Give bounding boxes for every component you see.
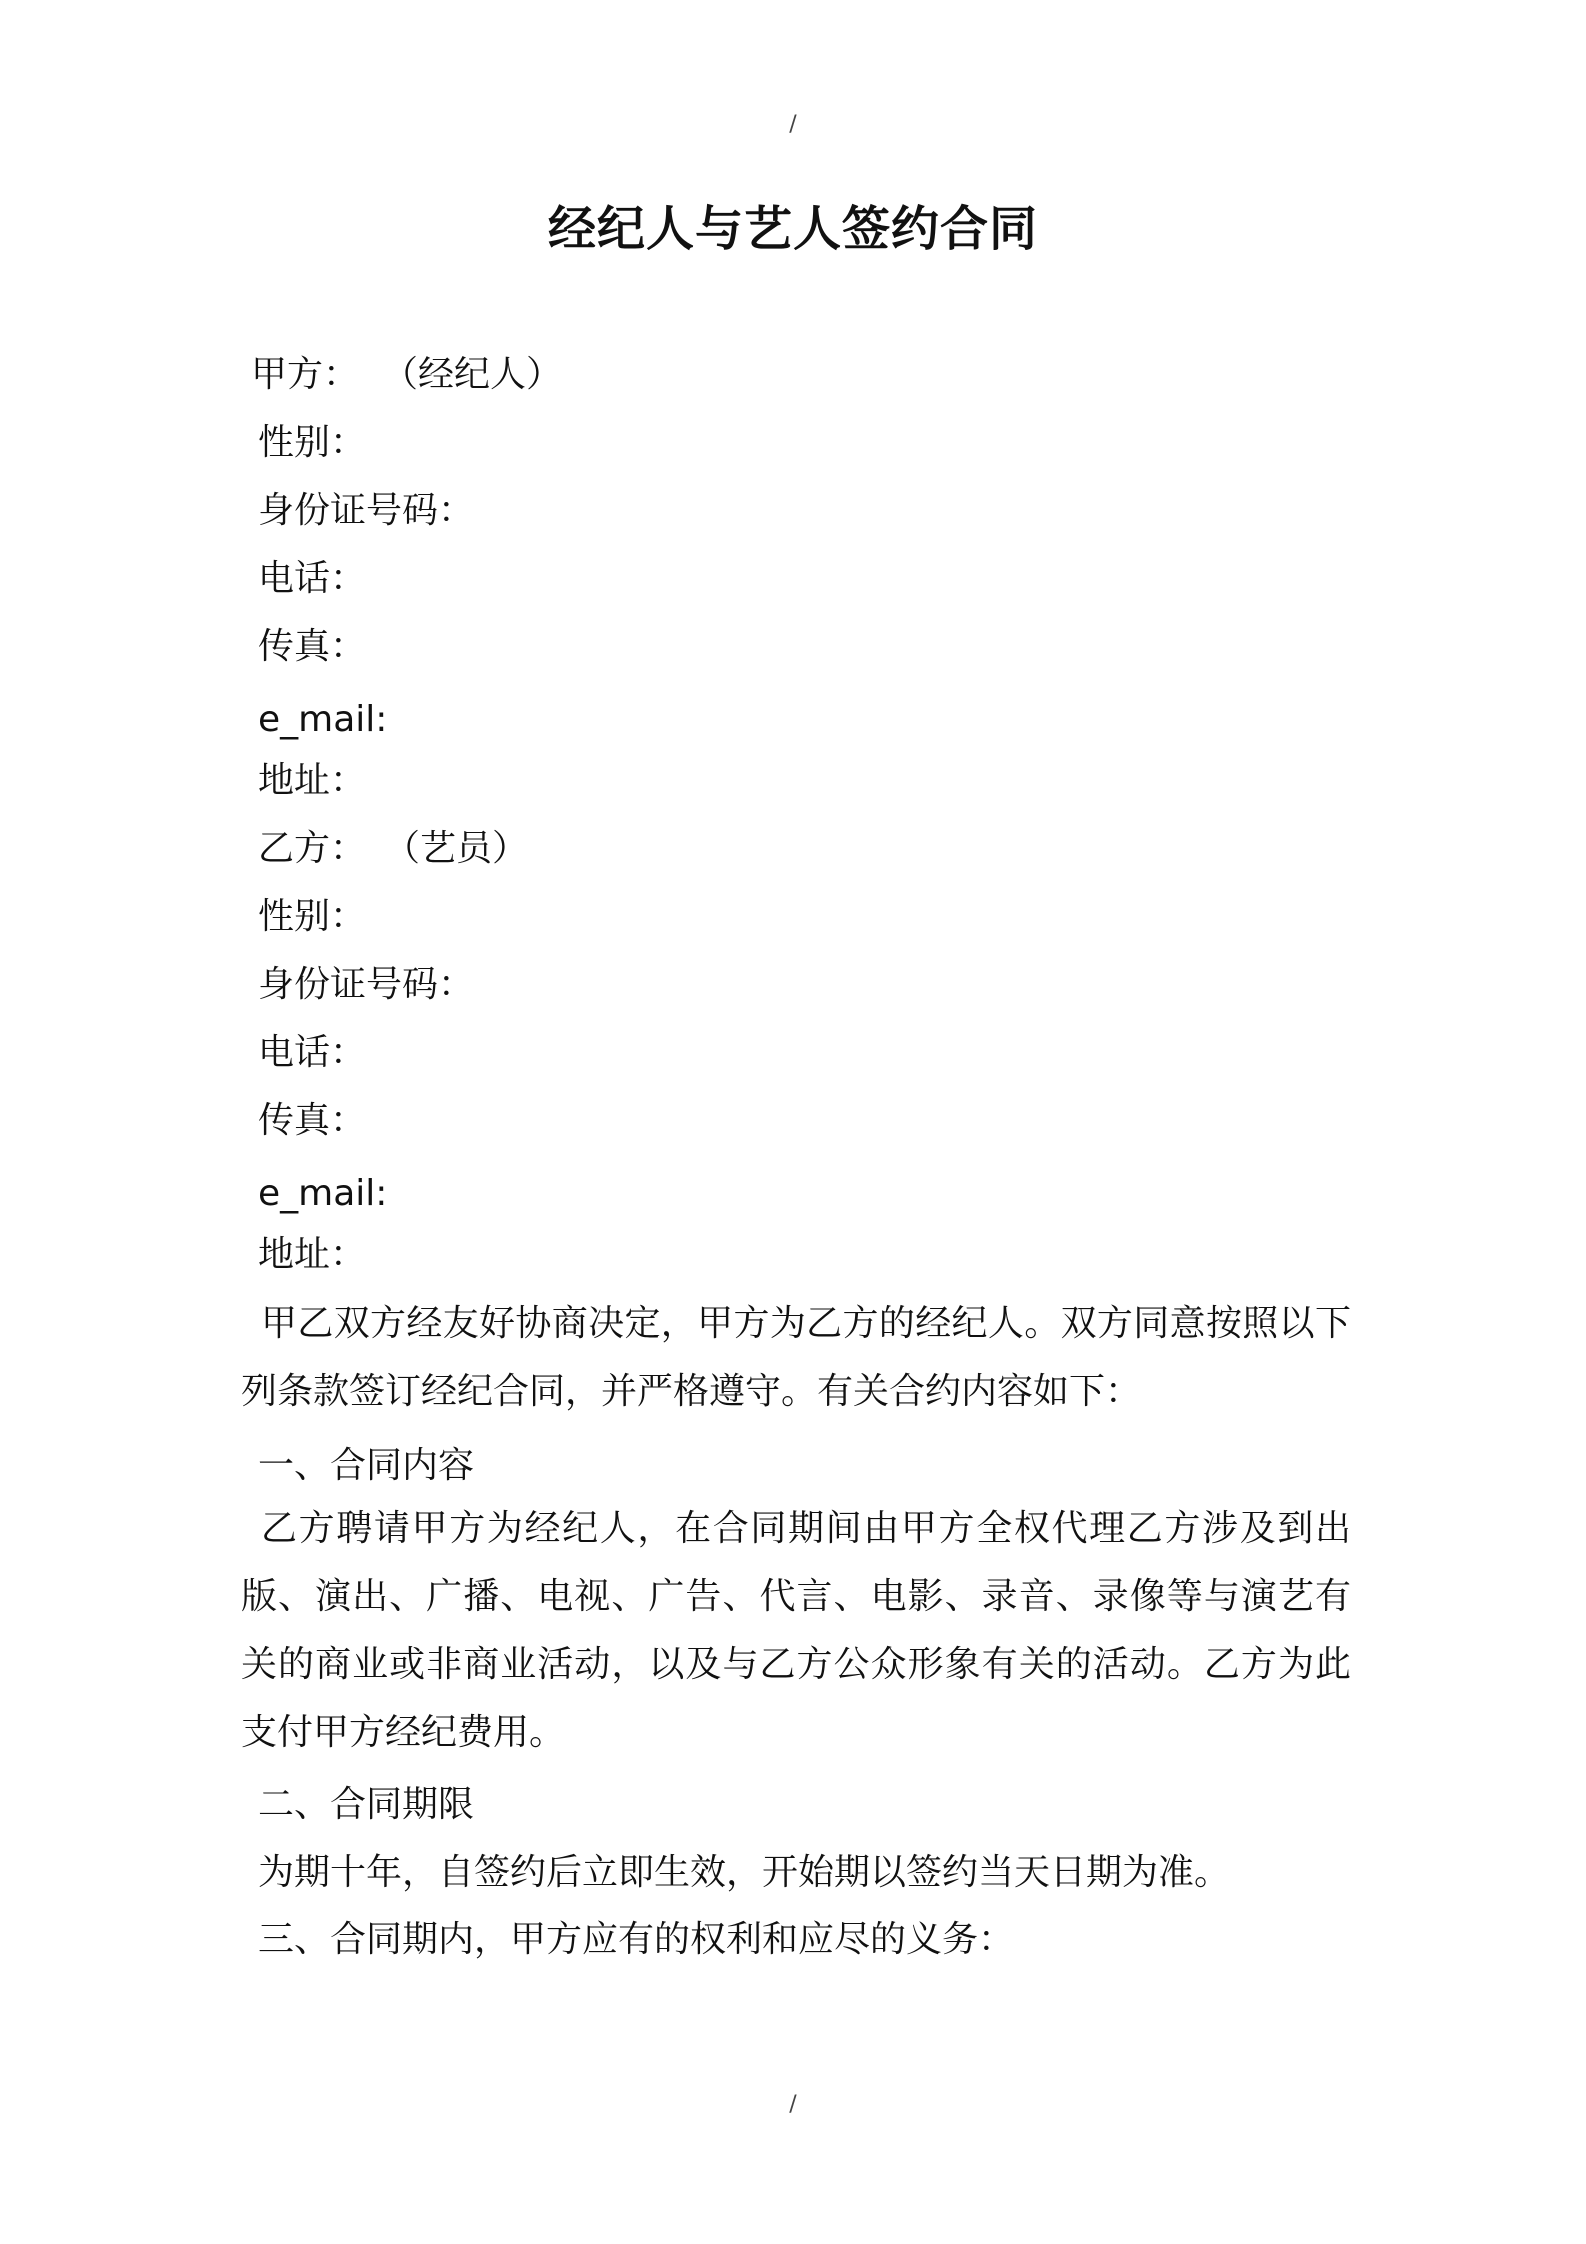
document-title: 经纪人与艺人签约合同 — [547, 201, 1038, 257]
party-a-phone-label: 电话： — [258, 558, 367, 599]
party-a-address-label: 地址： — [258, 760, 367, 801]
party-b-address-label: 地址： — [258, 1234, 367, 1275]
section-body: 乙方聘请甲方为经纪人，在合同期间由甲方全权代理乙方涉及到出版、演出、广播、电视、广告、代言、电影、录音、录像等与演艺有关的商业或非商业活动，以及与乙方公众形象有关的活动。乙方为此支付甲方经纪费用。 — [241, 1508, 1351, 1753]
page-mark-bottom: / — [789, 2092, 797, 2117]
party-a-email-label: e_mail: — [258, 699, 388, 740]
party-b-phone-label: 电话： — [258, 1032, 367, 1073]
party-a-id-number-label: 身份证号码： — [258, 490, 475, 531]
party-a-role: （经纪人） — [382, 354, 563, 395]
section-body: 为期十年，自签约后立即生效，开始期以签约当天日期为准。 — [258, 1852, 1231, 1893]
party-a-label: 甲方： — [251, 354, 360, 395]
section-heading: 二、合同期限 — [258, 1784, 475, 1825]
party-b-gender-label: 性别： — [258, 896, 367, 937]
section-heading: 三、合同期内，甲方应有的权利和应尽的义务： — [258, 1919, 1015, 1960]
party-a-fax-label: 传真： — [258, 626, 367, 667]
party-b-id-number-label: 身份证号码： — [258, 964, 475, 1005]
party-b-fax-label: 传真： — [258, 1100, 367, 1141]
party-b-label: 乙方： — [258, 828, 367, 869]
party-b-email-label: e_mail: — [258, 1173, 388, 1214]
page-mark-top: / — [789, 112, 797, 137]
section-heading: 一、合同内容 — [258, 1445, 475, 1486]
party-b-role: （艺员） — [384, 828, 529, 869]
party-a-gender-label: 性别： — [258, 422, 367, 463]
intro-paragraph: 甲乙双方经友好协商决定，甲方为乙方的经纪人。双方同意按照以下列条款签订经纪合同，并严格遵守。有关合约内容如下： — [241, 1303, 1351, 1412]
